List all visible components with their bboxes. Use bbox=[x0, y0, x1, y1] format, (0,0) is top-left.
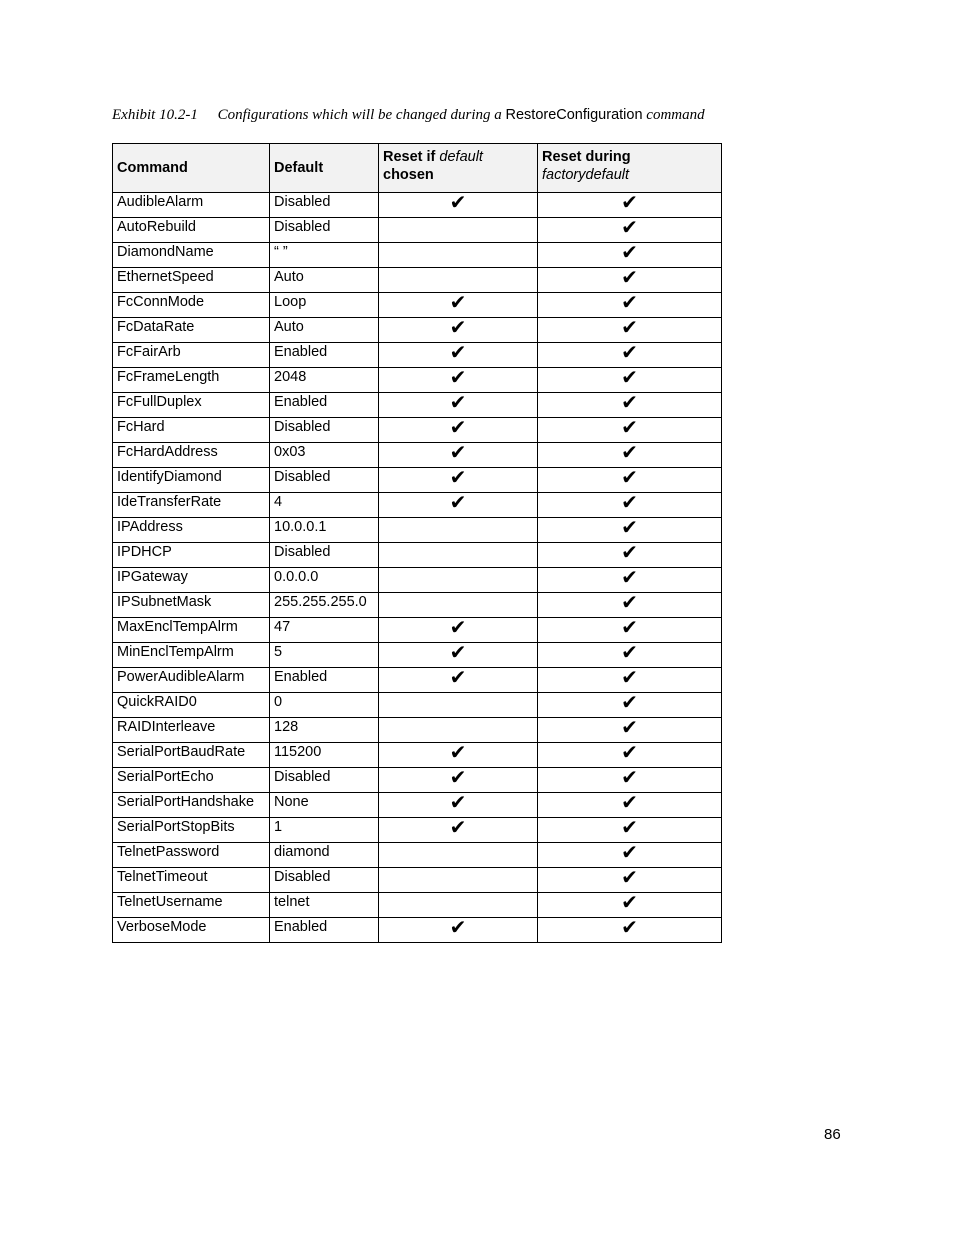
cell-command: FcHardAddress bbox=[113, 443, 270, 468]
cell-command: IdentifyDiamond bbox=[113, 468, 270, 493]
header-reset-during-factorydefault: Reset during factorydefault bbox=[538, 144, 722, 193]
cell-default: Disabled bbox=[270, 543, 379, 568]
checkmark-icon: ✔ bbox=[621, 617, 638, 639]
cell-reset-during-factorydefault bbox=[538, 693, 722, 718]
cell-default: 1 bbox=[270, 818, 379, 843]
cell-default: 128 bbox=[270, 718, 379, 743]
table-row bbox=[113, 518, 722, 543]
cell-command: IPSubnetMask bbox=[113, 593, 270, 618]
header-command: Command bbox=[113, 144, 270, 193]
checkmark-icon: ✔ bbox=[621, 892, 638, 914]
table-row bbox=[113, 793, 722, 818]
cell-default: Loop bbox=[270, 293, 379, 318]
table-body bbox=[113, 193, 722, 943]
table-row bbox=[113, 868, 722, 893]
table-row bbox=[113, 443, 722, 468]
checkmark-icon: ✔ bbox=[449, 642, 467, 664]
table-row bbox=[113, 293, 722, 318]
cell-reset-during-factorydefault bbox=[538, 293, 722, 318]
checkmark-icon: ✔ bbox=[621, 767, 638, 789]
table-row bbox=[113, 418, 722, 443]
cell-command: RAIDInterleave bbox=[113, 718, 270, 743]
table-row bbox=[113, 843, 722, 868]
checkmark-icon: ✔ bbox=[449, 317, 467, 339]
checkmark-icon: ✔ bbox=[621, 467, 638, 489]
cell-reset-if-default bbox=[379, 343, 538, 368]
checkmark-icon: ✔ bbox=[621, 592, 638, 614]
cell-reset-if-default bbox=[379, 743, 538, 768]
table-row bbox=[113, 243, 722, 268]
cell-default: 0 bbox=[270, 693, 379, 718]
cell-reset-during-factorydefault bbox=[538, 818, 722, 843]
cell-reset-if-default bbox=[379, 893, 538, 918]
table-row bbox=[113, 693, 722, 718]
cell-reset-if-default bbox=[379, 268, 538, 293]
cell-reset-if-default bbox=[379, 368, 538, 393]
cell-reset-if-default bbox=[379, 843, 538, 868]
table-row bbox=[113, 893, 722, 918]
checkmark-icon: ✔ bbox=[621, 567, 638, 589]
cell-reset-if-default bbox=[379, 668, 538, 693]
cell-reset-if-default bbox=[379, 793, 538, 818]
cell-command: VerboseMode bbox=[113, 918, 270, 943]
cell-command: DiamondName bbox=[113, 243, 270, 268]
cell-default: Disabled bbox=[270, 468, 379, 493]
table-row bbox=[113, 568, 722, 593]
checkmark-icon: ✔ bbox=[621, 267, 638, 289]
cell-reset-if-default bbox=[379, 293, 538, 318]
exhibit-caption bbox=[112, 107, 752, 124]
cell-command: FcFrameLength bbox=[113, 368, 270, 393]
cell-reset-during-factorydefault bbox=[538, 493, 722, 518]
table-row bbox=[113, 618, 722, 643]
cell-command: MinEnclTempAlrm bbox=[113, 643, 270, 668]
cell-command: AudibleAlarm bbox=[113, 193, 270, 218]
cell-reset-if-default bbox=[379, 918, 538, 943]
checkmark-icon: ✔ bbox=[449, 417, 467, 439]
caption-text-after: command bbox=[646, 107, 705, 123]
cell-reset-if-default bbox=[379, 468, 538, 493]
cell-reset-during-factorydefault bbox=[538, 893, 722, 918]
cell-reset-during-factorydefault bbox=[538, 218, 722, 243]
cell-reset-during-factorydefault bbox=[538, 193, 722, 218]
table-row bbox=[113, 743, 722, 768]
cell-reset-during-factorydefault bbox=[538, 518, 722, 543]
checkmark-icon: ✔ bbox=[449, 342, 467, 364]
cell-default: 47 bbox=[270, 618, 379, 643]
header-default: Default bbox=[270, 144, 379, 193]
checkmark-icon: ✔ bbox=[621, 817, 638, 839]
cell-command: FcConnMode bbox=[113, 293, 270, 318]
table-row bbox=[113, 643, 722, 668]
cell-command: FcHard bbox=[113, 418, 270, 443]
table-row bbox=[113, 668, 722, 693]
table-row bbox=[113, 193, 722, 218]
cell-reset-if-default bbox=[379, 393, 538, 418]
checkmark-icon: ✔ bbox=[621, 292, 638, 314]
table-row bbox=[113, 593, 722, 618]
cell-reset-if-default bbox=[379, 593, 538, 618]
cell-reset-during-factorydefault bbox=[538, 268, 722, 293]
caption-text-before: Configurations which will be changed during a bbox=[217, 107, 502, 123]
checkmark-icon: ✔ bbox=[621, 517, 638, 539]
checkmark-icon: ✔ bbox=[621, 867, 638, 889]
cell-reset-during-factorydefault bbox=[538, 418, 722, 443]
table-row bbox=[113, 468, 722, 493]
cell-reset-if-default bbox=[379, 218, 538, 243]
cell-reset-if-default bbox=[379, 568, 538, 593]
cell-command: IdeTransferRate bbox=[113, 493, 270, 518]
cell-default: None bbox=[270, 793, 379, 818]
cell-command: SerialPortBaudRate bbox=[113, 743, 270, 768]
cell-command: TelnetPassword bbox=[113, 843, 270, 868]
checkmark-icon: ✔ bbox=[621, 642, 638, 664]
checkmark-icon: ✔ bbox=[449, 367, 467, 389]
cell-reset-if-default bbox=[379, 518, 538, 543]
checkmark-icon: ✔ bbox=[449, 817, 467, 839]
checkmark-icon: ✔ bbox=[621, 842, 638, 864]
cell-reset-during-factorydefault bbox=[538, 743, 722, 768]
checkmark-icon: ✔ bbox=[621, 392, 638, 414]
cell-reset-if-default bbox=[379, 643, 538, 668]
checkmark-icon: ✔ bbox=[621, 792, 638, 814]
cell-command: SerialPortStopBits bbox=[113, 818, 270, 843]
cell-default: diamond bbox=[270, 843, 379, 868]
cell-reset-during-factorydefault bbox=[538, 393, 722, 418]
checkmark-icon: ✔ bbox=[621, 342, 638, 364]
cell-command: FcFullDuplex bbox=[113, 393, 270, 418]
cell-reset-during-factorydefault bbox=[538, 593, 722, 618]
cell-command: TelnetUsername bbox=[113, 893, 270, 918]
cell-reset-during-factorydefault bbox=[538, 718, 722, 743]
cell-reset-during-factorydefault bbox=[538, 343, 722, 368]
cell-default: Enabled bbox=[270, 343, 379, 368]
cell-command: MaxEnclTempAlrm bbox=[113, 618, 270, 643]
cell-default: Auto bbox=[270, 268, 379, 293]
cell-command: QuickRAID0 bbox=[113, 693, 270, 718]
cell-command: SerialPortHandshake bbox=[113, 793, 270, 818]
cell-command: IPAddress bbox=[113, 518, 270, 543]
cell-command: IPDHCP bbox=[113, 543, 270, 568]
exhibit-number: Exhibit 10.2-1 bbox=[112, 107, 198, 123]
cell-reset-during-factorydefault bbox=[538, 243, 722, 268]
cell-default: 2048 bbox=[270, 368, 379, 393]
checkmark-icon: ✔ bbox=[449, 917, 467, 939]
cell-default: Disabled bbox=[270, 768, 379, 793]
cell-reset-if-default bbox=[379, 493, 538, 518]
cell-default: 5 bbox=[270, 643, 379, 668]
cell-default: Disabled bbox=[270, 418, 379, 443]
cell-reset-if-default bbox=[379, 868, 538, 893]
page-number: 86 bbox=[824, 1126, 841, 1143]
checkmark-icon: ✔ bbox=[621, 542, 638, 564]
table-row bbox=[113, 318, 722, 343]
cell-command: AutoRebuild bbox=[113, 218, 270, 243]
cell-reset-during-factorydefault bbox=[538, 568, 722, 593]
cell-reset-during-factorydefault bbox=[538, 543, 722, 568]
checkmark-icon: ✔ bbox=[449, 792, 467, 814]
cell-reset-if-default bbox=[379, 693, 538, 718]
cell-reset-if-default bbox=[379, 618, 538, 643]
table-row bbox=[113, 268, 722, 293]
cell-reset-during-factorydefault bbox=[538, 443, 722, 468]
cell-reset-during-factorydefault bbox=[538, 918, 722, 943]
cell-reset-during-factorydefault bbox=[538, 793, 722, 818]
table-row bbox=[113, 818, 722, 843]
cell-reset-during-factorydefault bbox=[538, 668, 722, 693]
cell-reset-if-default bbox=[379, 243, 538, 268]
checkmark-icon: ✔ bbox=[449, 742, 467, 764]
cell-reset-during-factorydefault bbox=[538, 368, 722, 393]
table-row bbox=[113, 718, 722, 743]
checkmark-icon: ✔ bbox=[621, 217, 638, 239]
checkmark-icon: ✔ bbox=[621, 317, 638, 339]
cell-command: EthernetSpeed bbox=[113, 268, 270, 293]
checkmark-icon: ✔ bbox=[449, 492, 467, 514]
header-reset-if-default: Reset if default chosen bbox=[379, 144, 538, 193]
cell-command: FcDataRate bbox=[113, 318, 270, 343]
checkmark-icon: ✔ bbox=[449, 442, 467, 464]
cell-reset-during-factorydefault bbox=[538, 318, 722, 343]
cell-command: FcFairArb bbox=[113, 343, 270, 368]
checkmark-icon: ✔ bbox=[621, 667, 638, 689]
caption-command: RestoreConfiguration bbox=[505, 107, 643, 123]
cell-default: telnet bbox=[270, 893, 379, 918]
cell-default: 0x03 bbox=[270, 443, 379, 468]
checkmark-icon: ✔ bbox=[621, 242, 638, 264]
checkmark-icon: ✔ bbox=[449, 192, 467, 214]
table-row bbox=[113, 343, 722, 368]
cell-default: Disabled bbox=[270, 218, 379, 243]
checkmark-icon: ✔ bbox=[449, 467, 467, 489]
cell-command: SerialPortEcho bbox=[113, 768, 270, 793]
cell-default: 115200 bbox=[270, 743, 379, 768]
cell-reset-during-factorydefault bbox=[538, 618, 722, 643]
cell-reset-if-default bbox=[379, 318, 538, 343]
cell-command: IPGateway bbox=[113, 568, 270, 593]
checkmark-icon: ✔ bbox=[621, 492, 638, 514]
cell-default: 0.0.0.0 bbox=[270, 568, 379, 593]
cell-default: Enabled bbox=[270, 393, 379, 418]
cell-default: Disabled bbox=[270, 868, 379, 893]
cell-reset-if-default bbox=[379, 418, 538, 443]
cell-default: Enabled bbox=[270, 918, 379, 943]
cell-default: Disabled bbox=[270, 193, 379, 218]
cell-default: 10.0.0.1 bbox=[270, 518, 379, 543]
checkmark-icon: ✔ bbox=[621, 742, 638, 764]
checkmark-icon: ✔ bbox=[621, 442, 638, 464]
table-row bbox=[113, 368, 722, 393]
cell-reset-during-factorydefault bbox=[538, 468, 722, 493]
cell-reset-if-default bbox=[379, 543, 538, 568]
checkmark-icon: ✔ bbox=[449, 667, 467, 689]
table-row bbox=[113, 543, 722, 568]
checkmark-icon: ✔ bbox=[621, 692, 638, 714]
cell-default: Auto bbox=[270, 318, 379, 343]
checkmark-icon: ✔ bbox=[449, 292, 467, 314]
cell-reset-if-default bbox=[379, 768, 538, 793]
checkmark-icon: ✔ bbox=[621, 717, 638, 739]
table-row bbox=[113, 393, 722, 418]
table-row bbox=[113, 918, 722, 943]
cell-command: TelnetTimeout bbox=[113, 868, 270, 893]
cell-reset-if-default bbox=[379, 818, 538, 843]
cell-default: 255.255.255.0 bbox=[270, 593, 379, 618]
cell-default: Enabled bbox=[270, 668, 379, 693]
table-row bbox=[113, 493, 722, 518]
checkmark-icon: ✔ bbox=[449, 392, 467, 414]
table-header-row bbox=[113, 144, 722, 193]
configuration-table bbox=[112, 143, 722, 943]
checkmark-icon: ✔ bbox=[621, 917, 638, 939]
checkmark-icon: ✔ bbox=[449, 767, 467, 789]
cell-reset-during-factorydefault bbox=[538, 843, 722, 868]
cell-reset-during-factorydefault bbox=[538, 643, 722, 668]
cell-reset-if-default bbox=[379, 718, 538, 743]
cell-reset-if-default bbox=[379, 443, 538, 468]
table-row bbox=[113, 218, 722, 243]
cell-reset-during-factorydefault bbox=[538, 868, 722, 893]
table-row bbox=[113, 768, 722, 793]
checkmark-icon: ✔ bbox=[621, 417, 638, 439]
cell-default: “ ” bbox=[270, 243, 379, 268]
cell-reset-if-default bbox=[379, 193, 538, 218]
checkmark-icon: ✔ bbox=[621, 367, 638, 389]
cell-default: 4 bbox=[270, 493, 379, 518]
cell-command: PowerAudibleAlarm bbox=[113, 668, 270, 693]
cell-reset-during-factorydefault bbox=[538, 768, 722, 793]
checkmark-icon: ✔ bbox=[449, 617, 467, 639]
checkmark-icon: ✔ bbox=[621, 192, 638, 214]
